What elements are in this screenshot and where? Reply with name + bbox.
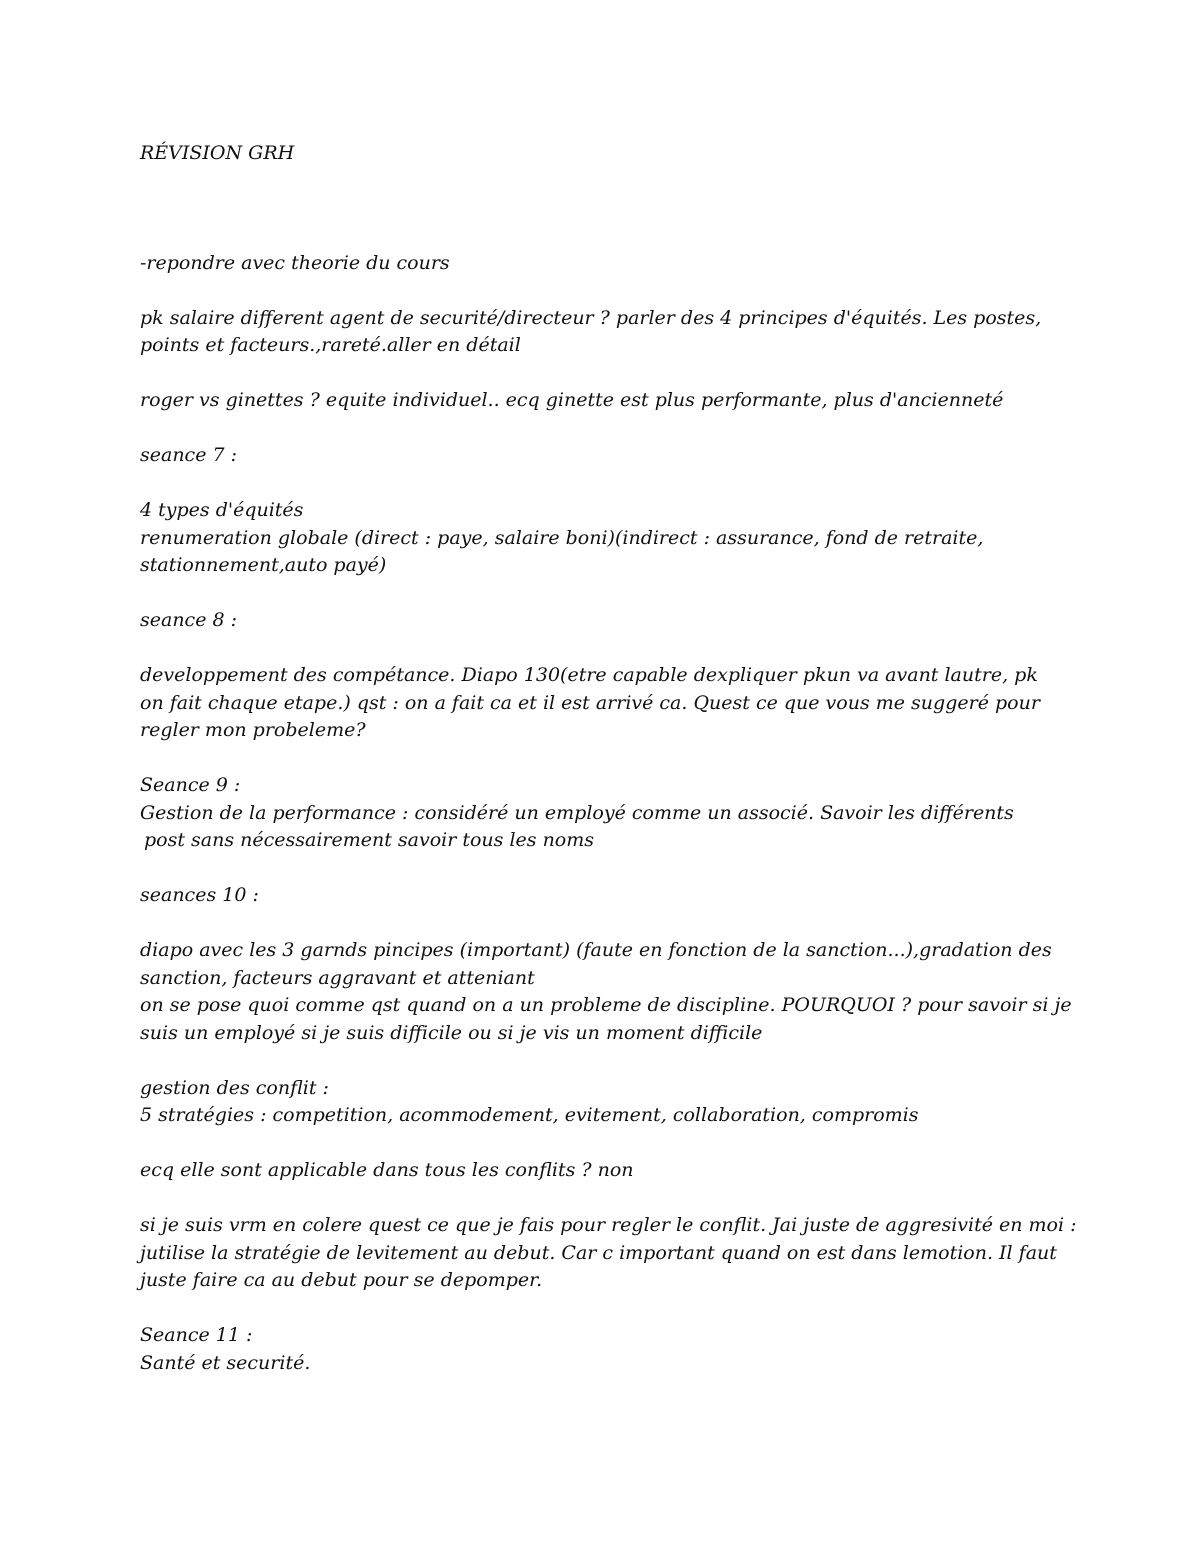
- section-heading: seance 7 :: [140, 444, 238, 466]
- text-line: suis un employé si je suis difficile ou si je vis un moment difficile: [140, 1021, 763, 1044]
- text-line: sanction, facteurs aggravant et atteniant: [140, 966, 535, 989]
- text-line: jutilise la stratégie de levitement au debut. Car c important quand on est dans lemotion. Il faut: [140, 1241, 1057, 1264]
- text-line: points et facteurs.,rareté.aller en détail: [140, 334, 521, 356]
- section-heading: Seance 11 :: [140, 1324, 253, 1346]
- text-line: renumeration globale (direct : paye, salaire boni)(indirect : assurance, fond de retraite,: [140, 526, 984, 549]
- text-line: 5 stratégies : competition, acommodement, evitement, collaboration, compromis: [140, 1104, 919, 1126]
- text-line: juste faire ca au debut pour se depomper.: [140, 1269, 543, 1291]
- section-heading: gestion des conflit :: [140, 1076, 329, 1099]
- text-line: -repondre avec theorie du cours: [140, 251, 450, 274]
- document-title: RÉVISION GRH: [140, 142, 295, 164]
- text-line: diapo avec les 3 garnds pincipes (important) (faute en fonction de la sanction...),gradation des: [140, 939, 1052, 961]
- text-line: on fait chaque etape.) qst : on a fait ca et il est arrivé ca. Quest ce que vous me suggeré pour: [140, 691, 1040, 714]
- text-line: regler mon probeleme?: [140, 719, 366, 741]
- document-body: [140, 140, 1077, 1377]
- section-heading: seance 8 :: [140, 609, 238, 631]
- text-line: Santé et securité.: [140, 1351, 311, 1374]
- text-line: stationnement,auto payé): [140, 554, 387, 576]
- text-line: on se pose quoi comme qst quand on a un probleme de discipline. POURQUOI ? pour savoir si je: [140, 994, 1072, 1016]
- text-line: ecq elle sont applicable dans tous les conflits ? non: [140, 1159, 634, 1181]
- text-line: post sans nécessairement savoir tous les noms: [144, 829, 595, 851]
- section-heading: Seance 9 :: [140, 774, 241, 796]
- text-line: developpement des compétance. Diapo 130(etre capable dexpliquer pkun va avant lautre, pk: [140, 664, 1038, 686]
- section-heading: seances 10 :: [140, 884, 259, 906]
- text-line: roger vs ginettes ? equite individuel.. ecq ginette est plus performante, plus d'ancienneté: [140, 389, 1004, 411]
- text-line: si je suis vrm en colere quest ce que je fais pour regler le conflit. Jai juste de aggresivité en moi :: [140, 1214, 1077, 1236]
- text-line: 4 types d'équités: [140, 499, 304, 521]
- text-line: Gestion de la performance : considéré un employé comme un associé. Savoir les différents: [140, 801, 1014, 824]
- text-line: pk salaire different agent de securité/directeur ? parler des 4 principes d'équités. Les postes,: [140, 306, 1042, 329]
